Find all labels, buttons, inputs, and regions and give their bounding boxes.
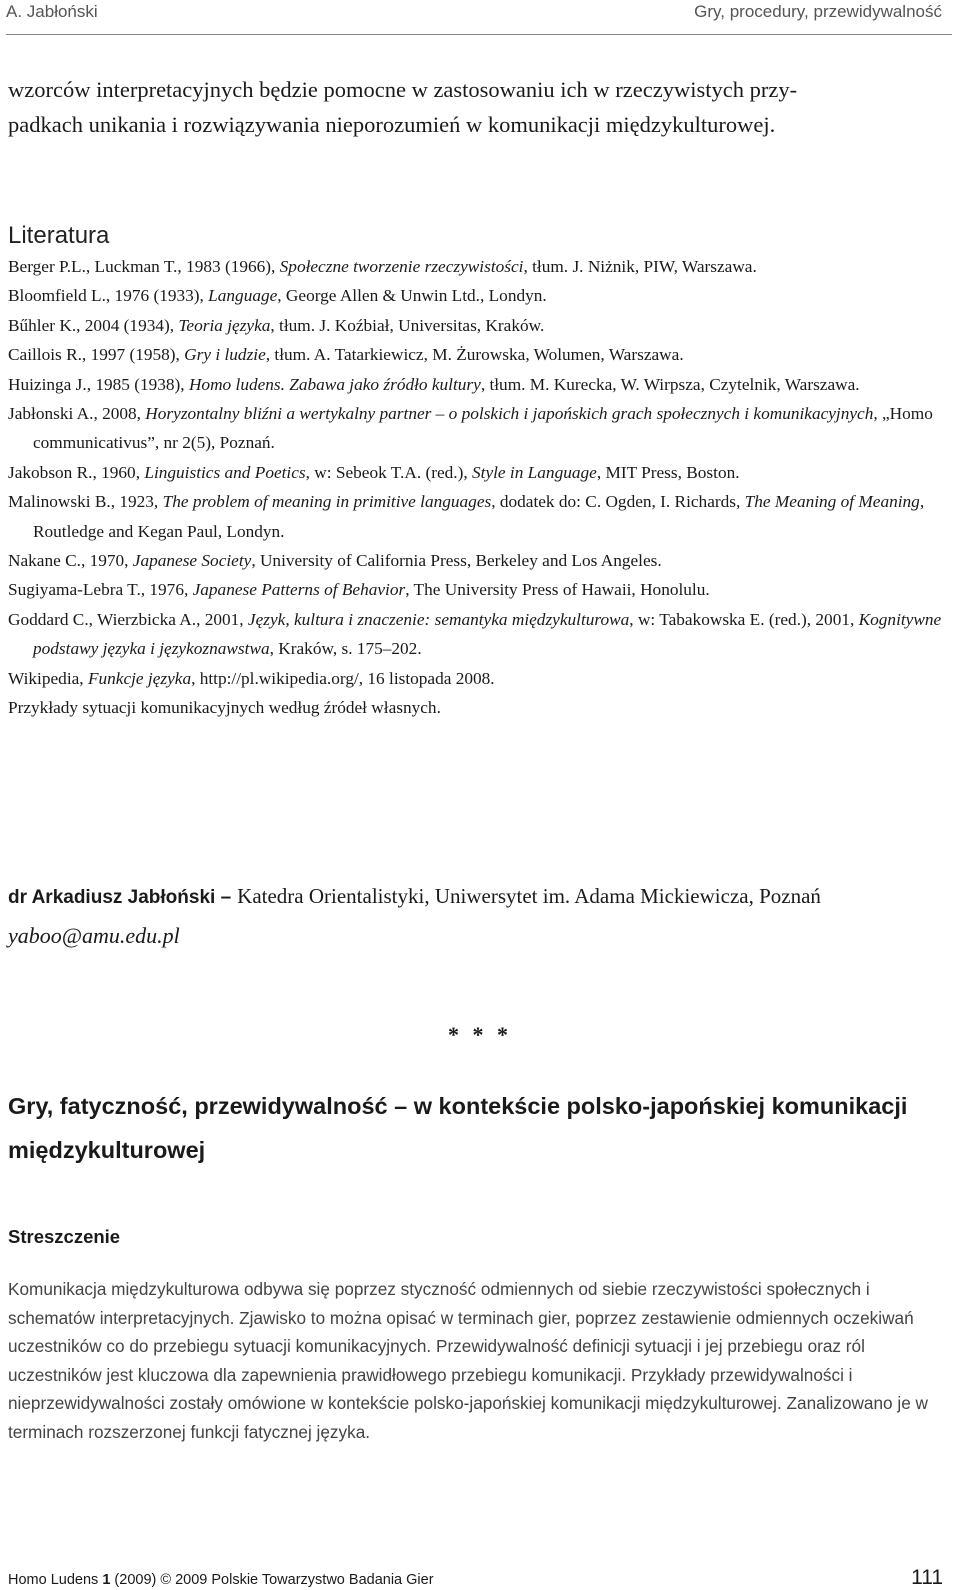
reference-text: Bloomfield L., 1976 (1933), (8, 286, 209, 306)
reference-text: Wikipedia, (8, 668, 88, 688)
reference-text: Nakane C., 1970, (8, 551, 133, 571)
section-separator: * * * (448, 1022, 512, 1047)
reference-text: , University of California Press, Berkeley and Los Angeles. (251, 551, 662, 571)
reference-title: Horyzontalny bliźni a wertykalny partner – o polskich i japońskich grach społecznych i komunikacyjnych (145, 404, 874, 424)
reference-item (8, 693, 943, 722)
reference-title: Japanese Patterns of Behavior (192, 580, 406, 600)
reference-title: The problem of meaning in primitive languages (162, 492, 492, 512)
literature-heading: Literatura (8, 222, 110, 249)
reference-text: , dodatek do: C. Ogden, I. Richards, (491, 492, 745, 512)
reference-item (8, 399, 943, 458)
article-title: Gry, fatyczność, przewidywalność – w kontekście polsko-japońskiej komunikacji międzykulturowej (8, 1093, 908, 1163)
reference-text: , tłum. J. Koźbiał, Universitas, Kraków. (270, 315, 545, 335)
footer-issue: 1 (102, 1572, 111, 1588)
reference-item (8, 458, 943, 487)
reference-item (8, 370, 943, 399)
reference-title: Language (208, 286, 278, 306)
author-affiliation: Katedra Orientalistyki, Uniwersytet im. Adama Mickiewicza, Poznań (237, 884, 821, 908)
author-block (8, 878, 943, 955)
reference-title: Style in Language (472, 462, 597, 482)
reference-text: Goddard C., Wierzbicka A., 2001, (8, 609, 248, 629)
author-email[interactable]: yaboo@amu.edu.pl (8, 923, 180, 948)
reference-title: Homo ludens. Zabawa jako źródło kultury (188, 374, 481, 394)
reference-text: Przykłady sytuacji komunikacyjnych według źródeł własnych. (8, 698, 441, 718)
reference-text: , MIT Press, Boston. (596, 462, 740, 482)
reference-title: Japanese Society (132, 551, 252, 571)
abstract-heading: Streszczenie (8, 1226, 121, 1247)
reference-text: Caillois R., 1997 (1958), (8, 345, 185, 365)
footer-rest: (2009) © 2009 Polskie Towarzystwo Badania Gier (114, 1572, 434, 1588)
reference-text: , Kraków, s. 175–202. (269, 639, 422, 659)
reference-title: Teoria języka (178, 315, 271, 335)
reference-list (8, 252, 943, 723)
continuation-line: wzorców interpretacyjnych będzie pomocne w zastosowaniu ich w rzeczywistych przy- (8, 77, 798, 102)
page-footer (8, 1566, 943, 1588)
reference-item (8, 311, 943, 340)
reference-text: Sugiyama-Lebra T., 1976, (8, 580, 193, 600)
reference-item (8, 281, 943, 310)
header-title: Gry, procedury, przewidywalność (694, 2, 942, 21)
reference-text: Berger P.L., Luckman T., 1983 (1966), (8, 257, 280, 276)
reference-title: Język, kultura i znaczenie: semantyka międzykulturowa (247, 609, 630, 629)
reference-text: , George Allen & Unwin Ltd., Londyn. (277, 286, 547, 306)
running-header (0, 0, 960, 38)
page-number: 111 (911, 1566, 943, 1589)
reference-text: , tłum. M. Kurecka, W. Wirpsza, Czytelnik, Warszawa. (480, 374, 860, 394)
reference-text: , tłum. J. Niżnik, PIW, Warszawa. (523, 257, 757, 276)
abstract-text: Komunikacja międzykulturowa odbywa się poprzez styczność odmiennych od siebie rzeczywistości społecznych i schematów interpretacyjnych. Zjawisko to można opisać w terminach gier, poprzez zestawienie odmiennych oczekiwań uczestników co do przebiegu sytuacji komunikacyjnych. Przewidywalność definicji sytuacji i jej przebiegu oraz ról uczestników jest kluczowa dla zapewnienia prawidłowego przebiegu komunikacji. Przykłady przewidywalności i nieprzewidywalności zostały omówione w kontekście polsko-japońskiej komunikacji międzykulturowej. Zanalizowano je w terminach rozszerzonej funkcji fatycznej języka. (8, 1279, 928, 1442)
footer-citation (8, 1572, 434, 1588)
reference-title: Kognitywne podstawy języka i językoznawstwa (33, 609, 942, 659)
reference-item (8, 575, 943, 604)
reference-title: Gry i ludzie (184, 345, 266, 365)
author-name: dr Arkadiusz Jabłoński – (8, 887, 232, 908)
reference-item (8, 546, 943, 575)
reference-text: , tłum. A. Tatarkiewicz, M. Żurowska, Wolumen, Warszawa. (265, 345, 684, 365)
header-rule (6, 34, 952, 35)
continuation-paragraph (8, 72, 943, 142)
reference-text: Jabłonski A., 2008, (8, 404, 146, 424)
reference-text: , w: Tabakowska E. (red.), 2001, (629, 609, 859, 629)
footer-journal: Homo Ludens (8, 1572, 99, 1588)
continuation-line: padkach unikania i rozwiązywania nieporozumień w komunikacji międzykulturowej. (8, 112, 776, 137)
reference-text: , The University Press of Hawaii, Honolulu. (405, 580, 710, 600)
reference-item (8, 487, 943, 546)
reference-text: , Routledge and Kegan Paul, Londyn. (33, 492, 925, 541)
reference-item (8, 605, 943, 664)
reference-title: Funkcje języka (87, 668, 192, 688)
reference-item (8, 252, 943, 281)
reference-title: Linguistics and Poetics (144, 462, 306, 482)
reference-text: Bűhler K., 2004 (1934), (8, 315, 179, 335)
reference-text: Malinowski B., 1923, (8, 492, 163, 512)
reference-title: Społeczne tworzenie rzeczywistości (279, 257, 524, 276)
reference-title: The Meaning of Meaning (744, 492, 920, 512)
reference-text: , http://pl.wikipedia.org/, 16 listopada 2008. (191, 668, 495, 688)
reference-text: Huizinga J., 1985 (1938), (8, 374, 189, 394)
reference-text: Jakobson R., 1960, (8, 462, 145, 482)
reference-text: , „Homo communicativus”, nr 2(5), Poznań. (33, 404, 933, 453)
reference-text: , w: Sebeok T.A. (red.), (305, 462, 473, 482)
header-author: A. Jabłoński (6, 2, 98, 21)
reference-item (8, 340, 943, 369)
reference-item (8, 664, 943, 693)
